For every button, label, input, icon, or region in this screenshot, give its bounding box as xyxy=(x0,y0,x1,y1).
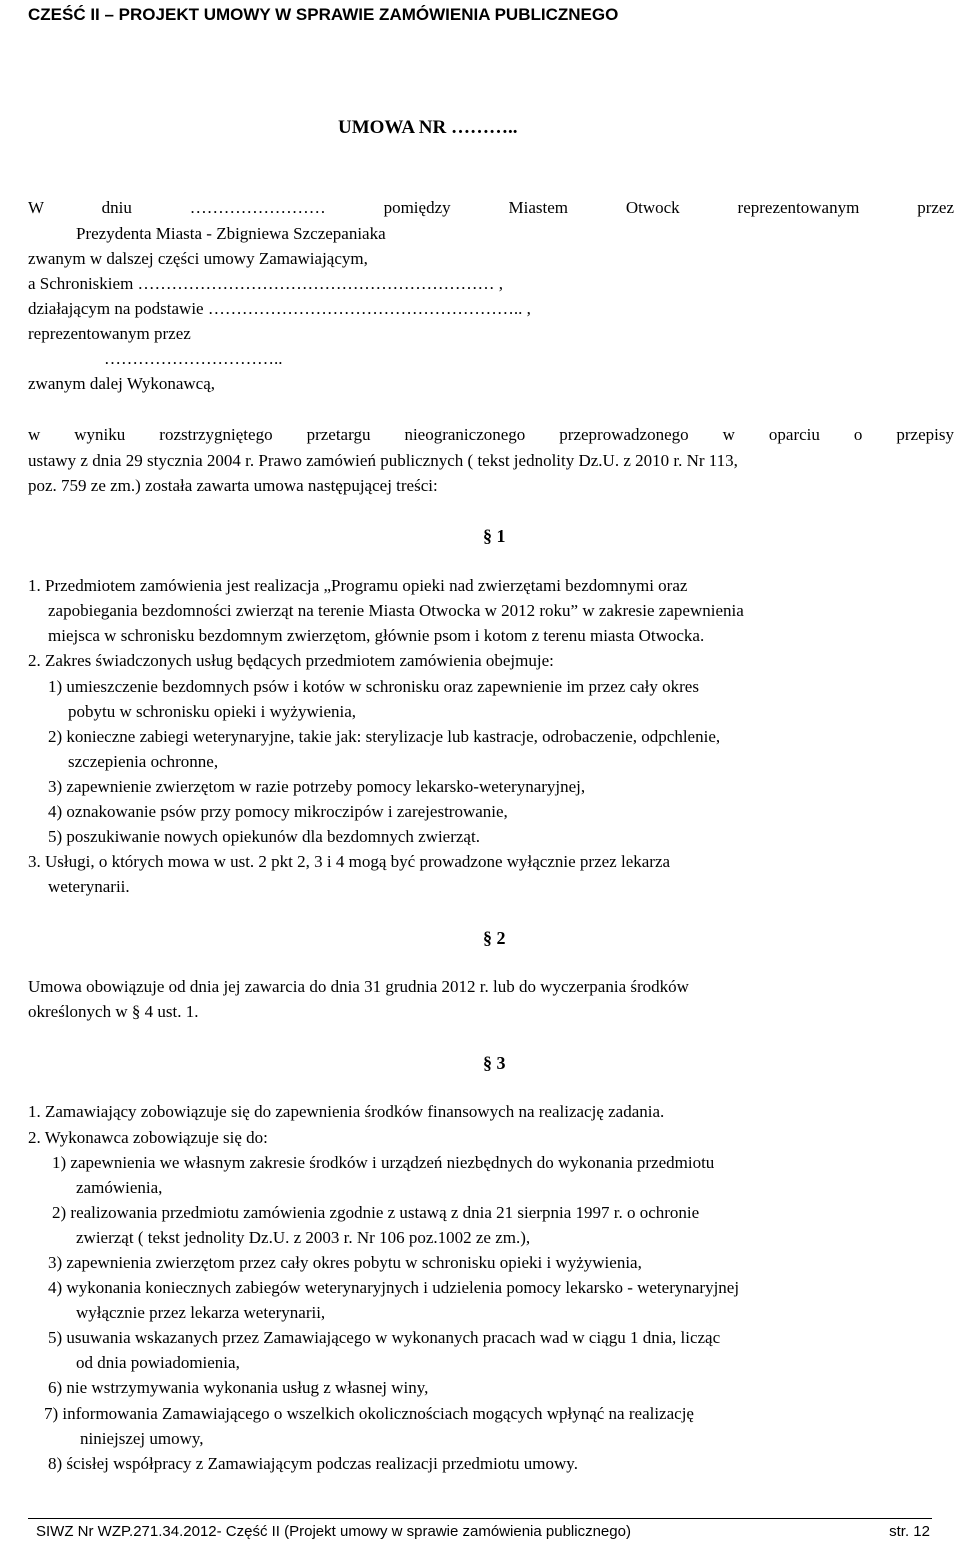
section-1-line: 4) oznakowanie psów przy pomocy mikroczipów i zarejestrowanie, xyxy=(48,802,508,821)
intro-line: poz. 759 ze zm.) została zawarta umowa następującej treści: xyxy=(28,476,438,495)
section-3-line: 1. Zamawiający zobowiązuje się do zapewnienia środków finansowych na realizację zadania. xyxy=(28,1102,665,1121)
footer-page-number: str. 12 xyxy=(889,1523,930,1540)
section-1-line: weterynarii. xyxy=(48,877,130,896)
intro-line: zwanym dalej Wykonawcą, xyxy=(28,374,216,393)
intro-line: Prezydenta Miasta - Zbigniewa Szczepaniaka xyxy=(76,224,386,243)
section-1-line: 1) umieszczenie bezdomnych psów i kotów w schronisku oraz zapewnienie im przez cały okres xyxy=(48,677,699,696)
section-3-title: § 3 xyxy=(483,1053,506,1073)
section-1-line: 2) konieczne zabiegi weterynaryjne, takie jak: sterylizacje lub kastracje, odrobaczenie, odpchlenie, xyxy=(48,727,721,746)
footer-document-reference: SIWZ Nr WZP.271.34.2012- Część II (Projekt umowy w sprawie zamówienia publicznego) xyxy=(36,1523,631,1540)
section-3-line: 6) nie wstrzymywania wykonania usług z własnej winy, xyxy=(48,1378,429,1397)
intro-line: ustawy z dnia 29 stycznia 2004 r. Prawo zamówień publicznych ( tekst jednolity Dz.U. z 2010 r. Nr 113, xyxy=(28,451,738,470)
intro-line: W dniu …………………… pomiędzy Miastem Otwock reprezentowanym przez xyxy=(28,198,954,217)
section-3-line: 8) ścisłej współpracy z Zamawiającym podczas realizacji przedmiotu umowy. xyxy=(48,1454,578,1473)
document-header: CZEŚĆ II – PROJEKT UMOWY W SPRAWIE ZAMÓWIENIA PUBLICZNEGO xyxy=(28,5,619,24)
section-1-line: 1. Przedmiotem zamówienia jest realizacja „Programu opieki nad zwierzętami bezdomnymi oraz xyxy=(28,576,688,595)
section-3-line: niniejszej umowy, xyxy=(80,1429,204,1448)
section-3-line: zamówienia, xyxy=(76,1178,163,1197)
section-2-line: określonych w § 4 ust. 1. xyxy=(28,1002,199,1021)
section-3-line: 5) usuwania wskazanych przez Zamawiającego w wykonanych pracach wad w ciągu 1 dnia, licząc xyxy=(48,1328,721,1347)
section-3-line: 3) zapewnienia zwierzętom przez cały okres pobytu w schronisku opieki i wyżywienia, xyxy=(48,1253,642,1272)
section-1-line: miejsca w schronisku bezdomnym zwierzętom, głównie psom i kotom z terenu miasta Otwocka. xyxy=(48,626,705,645)
section-1-line: 2. Zakres świadczonych usług będących przedmiotem zamówienia obejmuje: xyxy=(28,651,554,670)
section-3-line: 7) informowania Zamawiającego o wszelkich okolicznościach mogących wpłynąć na realizację xyxy=(44,1404,694,1423)
footer-divider xyxy=(28,1518,932,1519)
section-2-title: § 2 xyxy=(483,928,506,948)
section-1-line: 3) zapewnienie zwierzętom w razie potrzeby pomocy lekarsko-weterynaryjnej, xyxy=(48,777,586,796)
section-1-title: § 1 xyxy=(483,526,506,546)
section-3-line: wyłącznie przez lekarza weterynarii, xyxy=(76,1303,326,1322)
intro-line: ………………………….. xyxy=(104,349,283,368)
section-3-line: 4) wykonania koniecznych zabiegów weterynaryjnych i udzielenia pomocy lekarsko - weterynaryjnej xyxy=(48,1278,740,1297)
section-2-line: Umowa obowiązuje od dnia jej zawarcia do dnia 31 grudnia 2012 r. lub do wyczerpania środków xyxy=(28,977,689,996)
intro-line: działającym na podstawie ……………………………………………….. , xyxy=(28,299,531,318)
section-1-line: 5) poszukiwanie nowych opiekunów dla bezdomnych zwierząt. xyxy=(48,827,480,846)
section-1-line: 3. Usługi, o których mowa w ust. 2 pkt 2, 3 i 4 mogą być prowadzone wyłącznie przez lekarza xyxy=(28,852,671,871)
section-3-line: 1) zapewnienia we własnym zakresie środków i urządzeń niezbędnych do wykonania przedmiotu xyxy=(52,1153,715,1172)
intro-line: zwanym w dalszej części umowy Zamawiającym, xyxy=(28,249,368,268)
intro-line: reprezentowanym przez xyxy=(28,324,191,343)
section-1-line: zapobiegania bezdomności zwierząt na terenie Miasta Otwocka w 2012 roku” w zakresie zapewnienia xyxy=(48,601,744,620)
section-1-line: pobytu w schronisku opieki i wyżywienia, xyxy=(68,702,357,721)
contract-title: UMOWA NR ……….. xyxy=(338,117,518,138)
section-3-line: 2) realizowania przedmiotu zamówienia zgodnie z ustawą z dnia 21 sierpnia 1997 r. o ochronie xyxy=(52,1203,700,1222)
section-3-line: zwierząt ( tekst jednolity Dz.U. z 2003 r. Nr 106 poz.1002 ze zm.), xyxy=(76,1228,531,1247)
section-3-line: od dnia powiadomienia, xyxy=(76,1353,240,1372)
intro-line: a Schroniskiem ……………………………………………………… , xyxy=(28,274,504,293)
section-1-line: szczepienia ochronne, xyxy=(68,752,219,771)
intro-line: w wyniku rozstrzygniętego przetargu nieograniczonego przeprowadzonego w oparciu o przepisy xyxy=(28,425,954,444)
section-3-line: 2. Wykonawca zobowiązuje się do: xyxy=(28,1128,268,1147)
